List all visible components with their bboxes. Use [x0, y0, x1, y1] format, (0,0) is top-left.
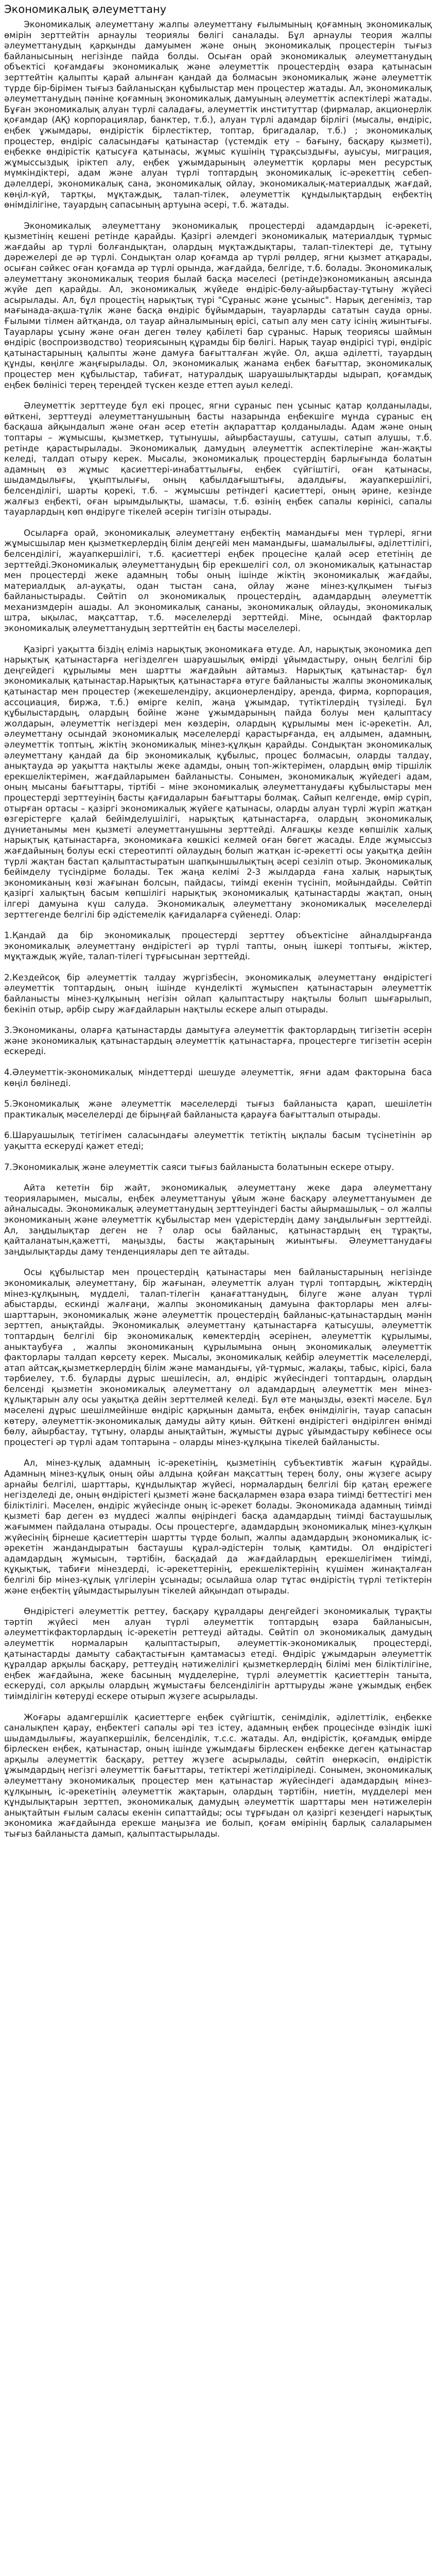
list-item-paragraph: 3.Экономиканы, оларға қатынастарды дамытуға әлеуметтік факторлардың тигізетін әсерін және экономикалық қатынастардың әлеуметтік қатынастарға, процестерге тигізетін әсерін ескереді.: [4, 1025, 432, 1057]
list-item-paragraph: 7.Экономикалық және әлеуметтік саяси тығыз байланыста болатынын ескере отыру.: [4, 1162, 394, 1172]
body-paragraph: Осыларға орай, экономикалық әлеуметтану еңбектің мамандығы мен түрлері, ягни жұмысшылар мен қызметкерлердің білім деңгейі мен мамандығы, шамалылығы, әділеттілігі, белсенділігі, жауапкершілігі, т.б. қасиеттері еңбек процесіне қалай әсер ететінің де зерттейді.Экономикалық әлеуметтанудың бір ерекшелігі сол, ол экономикалық қатынастар мен процестерді жеке адамның тобы оның ішінде жіктің экономикалық жағдайы, материалдық ал-ауқаты, одан тыстан сана, ойлау және мінез-құлқымен тығыз байланыстырады. Сөйтіп ол экономикалық процестердің, адамдардың әлеуметтік механизмдерін ашады. Ал экономикалық сананы, экономикалық ойлауды, экономикалық штра, ықылас, мақсаттар, т.б. мәселелерді зерттейді. Міне, осындай факторлар экономикалық әлеуметтанудың зерттейтін ең басты мәселелері.: [4, 528, 432, 634]
body-paragraph: Экономикалық әлеуметтану экономикалық процестерді адамдардың іс-әрекеті, қызметінің кешені ретінде қарайды. Қазіргі әлемдегі экономикалық материалдық тұрмыс жағдайы ар түрлі болғандықтан, олардың мұқтаждықтары, талап-тілектері де, тұтыну дәрежелері де әр түрлі. Сондықтан олар қоғамда ар түрлі рөлдер, ягни қызмет атқарады, осыған сәйкес оған қоғамда әр түрлі орында, жағдайда, белгіде, т.б. болады. Экономикалық әлеуметтану экономикалық теория былай басқа мәселесі (ретінде)экономиканың аясында жүйе деп қарайды. Ал, экономикалық жүйеде өндіріс-бөлу-айырбастау-тұтыну жүйесі асырылады. Ал, бұл процестің нарықтық түрі "Сұраныс және ұсыныс". Нарық дегеніміз, тар мағынада-ақша-тұлік және басқа өндіріс бұйымдарын, тауарларды сататын сауда орны. Ғылыми тілмен айтқанда, ол тауар айналымының өрісі, сатып алу мен сату ісінің жиынтығы. Тауарлары ұсыну және оған деген төлеу қабілеті бар сұраныс. Нарық теориясы шаймын өндіріс (воспроизводство) теориясының құрамды бір бөлігі. Нарық тауар өндірісі түрі, өндіріс қатынастарының қалыпты және дамуға бағытталған жүйе. Ол, ақша әділетті, тауардың құнды, көңілге жаңғырылады. Ол, экономикалық жанама еңбек бағыттар, экономикалық процестер мен құбылыстар, табиғат, натуралдық шаруашылықтарды ыдырап, қоғамдық еңбек бөлінісі терең тереңдей түскен кезде еттеп ауыл келеді.: [4, 221, 432, 390]
document-body: [4, 20, 432, 1840]
body-paragraph: Экономикалық әлеуметтану жалпы әлеуметтану ғылымының қоғамның экономикалық өмірін зерттейтін арнаулы теориялы бөлігі саналады. Бұл арнаулы теория жалпы әлеуметтанудың қарқынды дамуымен және оның экономикалық процестерін тығыз байланысының негізінде пайда болды. Осыған орай экономикалық әлеуметтанудың объектісі қоғамдағы экономикалық және әлеуметтік процестердің өзара қатынасын зерттейтін қалыпты қарай алынған қандай да болмасын экономикалық және әлеуметтік түрде бір-бірімен тығыз байланысқан құбылыстар мен процестер жатады. Ал, экономикалық әлеуметтанудың пәніне қоғамның экономикалық дамуының әлеуметтік аспектілері жатады. Бұған экономикалық алуан түрлі саладағы, әлеуметтік институттар (фирмалар, акционерлік қоғамдар (АҚ) корпорациялар, банктер, т.б.), алуан түрлі адамдар бірлігі (мысалы, өндіріс, еңбек ұжымдары, өндірістік бірлестіктер, топтар, бригадалар, т.б.) ; экономикалық процестер, өндіріс саласындағы қатынастар (үстемдік ету – бағыну, басқару қызметі), еңбекке өндірістік қатысуға қатынасы, жұмыс күшінің тұрақсыздығы, ауысуы, миграция, жұмыссыздық іріктеп алу, еңбек ұжымдарының әлеуметтік қорлары мен ресурстық мүмкіндіктері, адам және алуан түрлі топтардың экономикалық іс-әрекеттің себеп-дәлелдері, экономикалық сана, экономикалық ойлау, экономикалық-материалдық жағдай, көңіл-күй, тартқы, мұқтаждық, талап-тілек, әлеуметтік құндылықтардың еңбектің өнімділігіне, тауардың сапасының артуына әсері, т.б. жатады.: [4, 20, 432, 210]
body-paragraph: Өндірістегі әлеуметтік реттеу, басқару құралдары деңгейдегі экономикалық тұрақты тәртіп жүйесі мен алуан түрлі әлеуметтік топтардың өзара байланысын, әлеуметтікфакторлардың іс-әрекетін реттеуді айтады. Сөйтіп ол экономикалық дамудың әлеуметтік нормаларын қалыптастырып, әлеуметтік-экономикалық процестерді, қатынастарды дамыту сабақтастығын қамтамасыз етеді. Өндіріс ұжымдарын әлеуметтік құралдар арқылы басқару, реттеудің нәтижелілігі қызметкерлердің білімі мен біліктілігіне, еңбек жағдайына, жеке басының мүдделеріне, түрлі әлеуметтік қасиеттерін таныта, ескеруді, сол арқылы олардың жұмыстағы белсенділігін арттыруды және ұжымдық еңбек тиімділігін көтеруді ескере отырып жүзеге асырылады.: [4, 1606, 432, 1701]
body-paragraph: Ал, мінез-құлық адамның іс-әрекетінің, қызметінің субъективтік жағын құрайды. Адамның мінез-құлық оның ойы алдына қойған мақсаттың терең болу, оны жүзеге асыру арнайы белгілі, шарттары, құндылықтар жүйесі, нормалардың белгілі бір қатаң ережеге негізделеді де, оның өндірістегі қызметі және басқалармен өзара өзара тиімді беттестігі мен біліктілігі. Мәселен, өндіріс жүйесінде оның іс-әрекет болады. Экономикада адамның тиімді қызметі бар деген өз мүддесі жалпы өңіріндегі басқа адамдардың тиімді бастаушылық жағыммен пайдалана отырады. Осы процестерге, адамдардың экономикалық мінез-құлқын жүйесінің бірнеше қасиеттерін шартты түрде болып, жалпы адамдардың экономикалық іс-әрекетін жандандыратын бастаушы құрал-әдістерін толық қамтиды. Ол өндірістегі адамдардың жұмысын, тәртібін, басқадай да жағдайлардың ерекшелігімен тиімді, құқықтық, табиғи мінездерді, іс-әрекеттерінің, ерекшеліктерінің күшімен жинақталған белгілі бір мінез-құлық үлгілерін ұсынады; осылайша олар тұтас өндірістің түрлі тетіктерін және еңбектің ұйымдастырылуын тікелей айқындап отырады.: [4, 1458, 432, 1596]
list-item-paragraph: 6.Шаруашылық тетігімен саласындағы әлеуметтік тетіктің ықпалы басым түсінетінін әр уақытта ескеруді қажет етеді;: [4, 1130, 432, 1151]
body-paragraph: Жоғары адамгершілік қасиеттерге еңбек сүйгіштік, сенімділік, әділеттілік, еңбекке саналықпен қарау, еңбектегі сапалы әрі тез істеу, адамның еңбек процесінде өзіндік ішкі шыдамдылығы, жауапкершілік, белсенділік, т.с.с. жатады. Ал, өндірістік, қоғамдық өмірде бірлескен еңбек, қатынастар, оның ішінде ұжымдағы бірлескен еңбекке деген қатынастар арқылы әлеуметтік басқару, реттеу жүзеге асырылады, сөйтіп өнеркәсіп, өндірістік ұжымдардың негізгі әлеуметтік бағыттары, тетіктері жетілдіріледі. Сонымен, экономикалық әлеуметтану экономикалық процестер мен қатынастар жүйесіндегі адамдардың мінез-құлқының, іс-әрекетінің әлеуметтік жақтарын, олардың тәртібін, ниетін, мүдделері мен құндылықтарын зерттеп, экономикалық дамудың әлеуметтік шарттары мен нәтижелерін анықтайтын ғылым саласы екенін сипаттайды; осы тұрғыдан ол қазіргі кезеңдегі нарықтық экономика жағдайында ерекше маңызға ие болып, қоғам өмірінің барлық салаларымен тығыз байланыста дамып, қалыптастырылады.: [4, 1712, 432, 1839]
body-paragraph: Осы құбылыстар мен процестердің қатынастары мен байланыстарының негізінде экономикалық әлеуметтану, бір жағынан, әлеуметтік алуан түрлі топтардың, жіктердің мінез-құлқының, мүдделі, талап-тілегін қанағаттанудың, білуге және алуан түрлі абыстарды, ескинді жалғаңи, жалпы экономиканың дамуына факторлары мен алғы-шарттарын, экономикалық және әлеуметтік процестердің байланыс-қатынастардың мәнін зерттеп, анықтайды. Экономикалық әлеуметтану қатынастарға қатысушы, әлеуметтік топтардың белгілі бір экономикалық көмектердің әсерінен, әлеуметтік құрылымы, аныктаубуға , жалпы экономиканың құрылымына оның экономикалық әлеуметтік факторлары талдап көрсету керек. Мысалы, экономикалық кейбір әлеуметтік мәселелерді, атап айтсақ,қызметкерлердің білім және мамандығы, үй-тұрмыс, жалақы, табыс, кірісі, бала тәрбиелеу, т.б. бұларды дұрыс шешілесін, ал, өндіріс жүйесіндегі топтардың, олардың белсенді қызметін экономикалық әлеуметтану ол адамдардың әлеуметтік мен мінез-құлықтарын алу осы уақытқа дейін зерттелмей келеді. Бұл өте маңызды, өзекті мәселе. Бұл мәселені дұрыс шешілмейінше өндіріс қарқынын дамыта, еңбек өнімділігін, тауар сапасын көтеру, әлеуметтік-экономикалық дамуды айту қиын. Өйткені өндірістегі өндірілген өнімді бөлу, айырбастау, тұтыну, оларды анықтайтын, жұмысты дұрыс ұйымдастыру көбінесе осы процестегі әр түрлі адам топтарына – оларды мінез-құлқына тікелей байланысты.: [4, 1267, 432, 1447]
list-item-paragraph: 1.Қандай да бір экономикалық процестерді зерттеу объектісіне айналдырғанда экономикалық әлеуметтану өндірістегі әр түрлі тапты, оның ішкері топтығы, жіктер, мұқтаждық жүйе, талап-тілегі тұрғысынан зерттейді.: [4, 930, 432, 962]
list-item-paragraph: 4.Әлеуметтік-экономикалық міндеттерді шешуде әлеуметтік, яғни адам факторына баса көңіл бөлінеді.: [4, 1067, 432, 1088]
body-paragraph: Айта кететін бір жайт, экономикалық әлеуметтану жеке дара әлеуметтану теорияларымен, мысалы, еңбек әлеуметтануы ұйым және басқару әлеуметтануымен де айналысады. Экономикалық әлеуметтанудың зерттеуіндегі басты айырмашылық – ол жалпы экономиканың және әлеуметтік құбылыстар мен үдерістердің даму заңдылығын зерттейді. Ал, заңдылықтар деген не ? олар осы байланыс, қатынастардың ең тұрақты, қайталанатын,қажетті, маңызды, басты жақтарының жиынтығы. Әлеуметтанудағы заңдылықтарды даму тенденциялары деп те айтады.: [4, 1183, 432, 1257]
body-paragraph: Қазіргі уақытта біздің еліміз нарықтық экономикаға өтуде. Ал, нарықтық экономика деп нарықтық қатынастарға негізделген шаруашылық өмірді ұйымдастыру, оның белгілі бір деңгейдегі құрылымы мен шартты жағдайын айтамыз. Нарықтық қатынастар- бұл экономикалық қатынастар.Нарықтық қатынастарға өтуге байланысты жалпы экономикалық қатынастар мен процестер (жекешелендіру, акционерлендіру, аренда, фирма, корпорация, ассоциация, биржа, т.б.) өмірге келіп, жаңа ұжымдар, түтіктілердің түзіледі. Бұл құбылыстардың, олардың бойіне және ұжымдарының пайда болуы мен қалыптасу жолдарын, әлеуметтік негіздері мен көздерін, олардың құрылымы мен іс-әрекетін. Ал, әлеуметтану осындай экономикалық мәселелерді қарастырғанда, ең алдымен, адамның, әлеуметтік топтың, жіктің экономикалық мінез-құлқын қарайды. Сондықтан экономикалық әлеуметтану қандай да бір экономикалық құбылыс, процес болмасын, оларды талдау, анықтауда әр уақытта нақтылы жеке адамды, оның топ-жіктерімен, олардың өмір тіршілік ерекшеліктерімен, жағдайларымен байланысты. Сонымен, экономикалық жүйедегі адам, оның мысаны бағыттары, тіртібі – міне экономикалық әлеуметтанудағы құбылыстары мен процестерді зерттеуінің басты қағидаларын бағыттары болмақ. Сайып келгенде, өмір сүріп, отырған ортасы – қазіргі экономикалық жүйеге қатынасы, оларды алуан түрлі жүріп жатқан өзгерістерге қалай бейімделушілігі, нарықтық қатынастарға, олардың экономикалық дүниетанымы мен қызметі әлеуметтанушыны зерттейді. Алғашқы кезде көпшілік халық нарықтық қатынастарға, экономикаға көшкісі келмей оған бөгет жасады. Елде жұмыссыз жағдайының болуы ескі стереотипті ойлаудың болып жатқан іс-әрекетті осы уақытқа дейін түрлі жақтан бастап қалыптастыратын шапқыншылықтың әсері сезіліп отыр. Экономикалық бейімделу түсіндірме болады. Тек жаңа келімі 2-3 жылдарда ғана халық нарықтық экономиканың көзі жағынан болсын, пайдасы, тиімді екенін түсініп, мойындайды. Сөйтіп қазіргі халықтың басым көпшілігі нарықтық экономикалық қатынастарды жақтап, оның ілгері дамуына күш салуда. Экономикалық әлеуметтану экономикалық мәселелерді зерттегенде белгілі бір әдістемелік қағидаларға сүйенеді. Олар:: [4, 644, 432, 920]
list-item-paragraph: 5.Экономикалық және әлеуметтік мәселелерді тығыз байланыста қарап, шешілетін практикалық мәселелерді де бірыңғай байланыста қарауға бағытталып отырады.: [4, 1099, 432, 1120]
list-item-paragraph: 2.Кездейсоқ бір әлеуметтік талдау жүргізбесін, экономикалық әлеуметтану өндірістегі әлеуметтік топтардың, оның ішінде күнделікті жұмыспен қатынастарын әлеуметтік байланысты мінез-құлқының негізін ойлап қалыптастыру нақтылы болып шығарылып, бекініп отыр, әрбір сыру жағдайларын нақтылы ескере алып отырады.: [4, 972, 432, 1014]
body-paragraph: Әлеуметтік зерттеуде бұл екі процес, ягни сұраныс пен ұсыныс қатар қолданылады, өйткені, зерттеуді әлеуметтанушының басты назарында еңбекшіге мұнда сұраныс ең басқаша айқындалып және оған әсер ететін ақпараттар қолданылады. Адам және оның топтары – жұмысшы, қызметкер, тұтынушы, айырбастаушы, сатушы, сатып алушы, т.б. ретінде қарастырылады. Экономикалық дамудың әлеуметтік аспектілеріне жан-жақты келеді, талдап отыру керек. Мысалы, экономикалық процестердің барлығында болатын адамның өз жұмыс қасиеттері-инабаттылығы, еңбек сүйгіштігі, оған қатынасы, шыдамдылығы, ұқыптылығы, оның қабылдағыштығы, адалдығы, жауапкершілігі, белсенділігі, шарты қорекі, т.б. – жұмысшы ретіндегі қасиеттері, оның әрине, кезінде жалғыз еңбекті, оған ырымдылықты, шамасы, т.б. өзінің еңбек сапалы көрінісі, сапалы тауарлардың көп өндіруге тікелей әсерін тигізін отырады.: [4, 401, 432, 517]
document-title: Экономикалық әлеуметтану: [4, 3, 167, 15]
